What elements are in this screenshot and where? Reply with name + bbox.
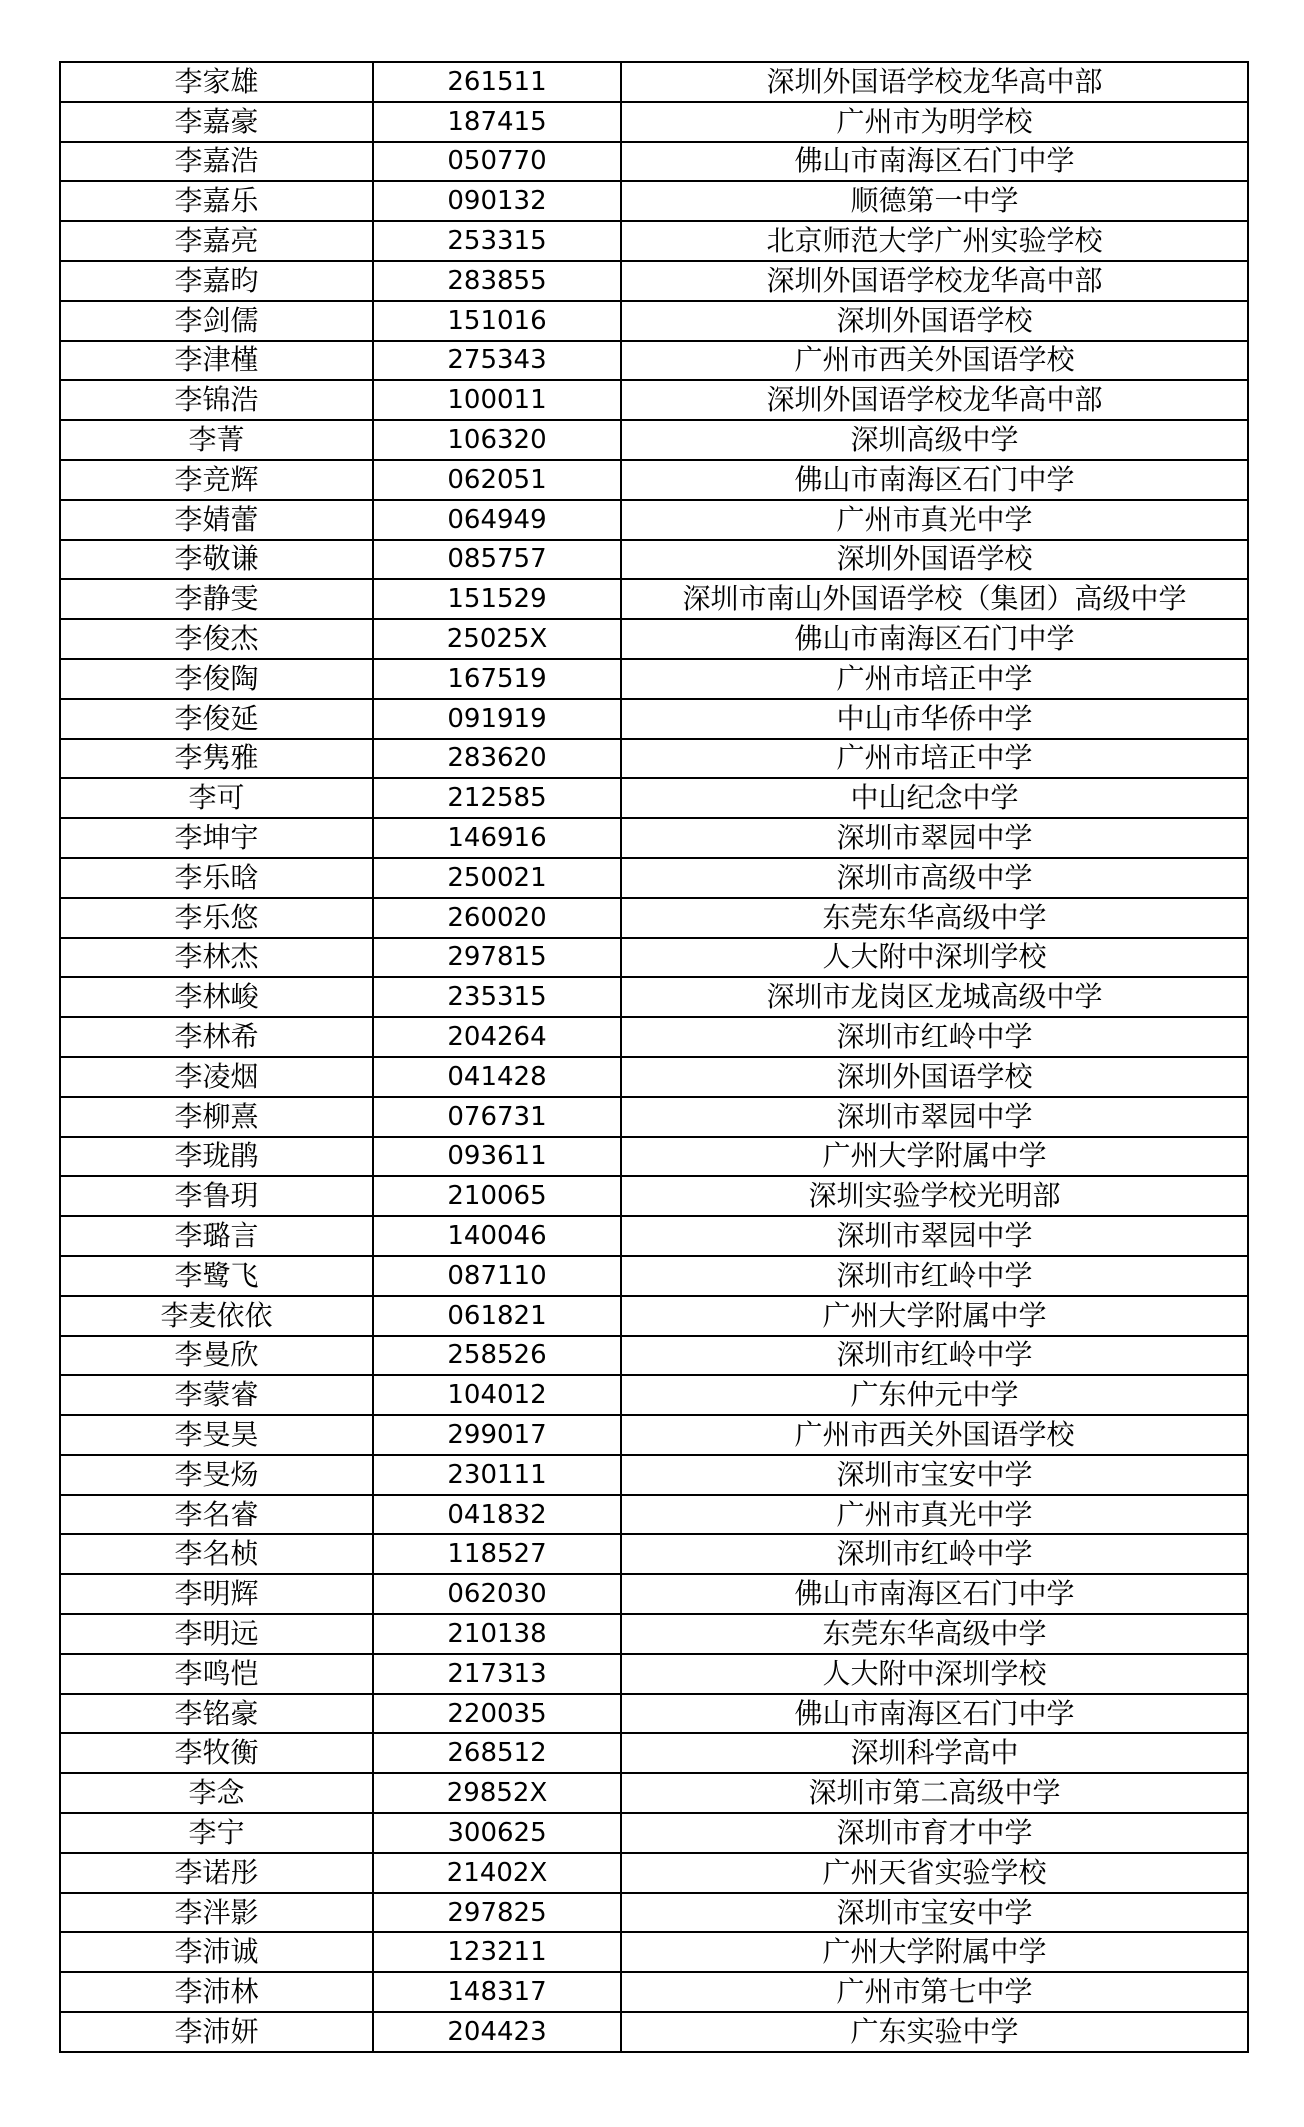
- student-id-cell: 050770: [373, 142, 621, 182]
- school-name-cell: 深圳市高级中学: [621, 858, 1248, 898]
- school-name-cell: 广州市第七中学: [621, 1972, 1248, 2012]
- student-name-cell: 李蒙睿: [60, 1375, 373, 1415]
- table-row: [60, 1972, 1248, 2012]
- student-id-cell: 204423: [373, 2012, 621, 2052]
- student-name-cell: 李俊陶: [60, 659, 373, 699]
- student-name-cell: 李隽雅: [60, 739, 373, 779]
- student-id-cell: 062051: [373, 460, 621, 500]
- student-id-cell: 100011: [373, 380, 621, 420]
- student-name-cell: 李念: [60, 1773, 373, 1813]
- student-id-cell: 235315: [373, 977, 621, 1017]
- school-name-cell: 深圳市红岭中学: [621, 1017, 1248, 1057]
- student-name-cell: 李剑儒: [60, 301, 373, 341]
- student-id-cell: 260020: [373, 898, 621, 938]
- school-name-cell: 深圳市翠园中学: [621, 1097, 1248, 1137]
- student-id-cell: 258526: [373, 1336, 621, 1376]
- school-name-cell: 广州大学附属中学: [621, 1296, 1248, 1336]
- student-id-cell: 151016: [373, 301, 621, 341]
- table-row: [60, 181, 1248, 221]
- table-row: [60, 142, 1248, 182]
- student-name-cell: 李林希: [60, 1017, 373, 1057]
- table-row: [60, 818, 1248, 858]
- school-name-cell: 广州天省实验学校: [621, 1853, 1248, 1893]
- student-id-cell: 210065: [373, 1176, 621, 1216]
- table-row: [60, 1614, 1248, 1654]
- student-name-cell: 李宁: [60, 1813, 373, 1853]
- student-name-cell: 李坤宇: [60, 818, 373, 858]
- table-row: [60, 1336, 1248, 1376]
- table-row: [60, 102, 1248, 142]
- table-row: [60, 1495, 1248, 1535]
- table-row: [60, 500, 1248, 540]
- school-name-cell: 深圳外国语学校龙华高中部: [621, 380, 1248, 420]
- table-row: [60, 1853, 1248, 1893]
- student-id-cell: 064949: [373, 500, 621, 540]
- student-name-cell: 李沛林: [60, 1972, 373, 2012]
- table-row: [60, 1017, 1248, 1057]
- roster-body: [60, 62, 1248, 2052]
- school-name-cell: 深圳市红岭中学: [621, 1256, 1248, 1296]
- student-id-cell: 151529: [373, 579, 621, 619]
- school-name-cell: 顺德第一中学: [621, 181, 1248, 221]
- student-id-cell: 299017: [373, 1415, 621, 1455]
- student-name-cell: 李婧蕾: [60, 500, 373, 540]
- school-name-cell: 人大附中深圳学校: [621, 1654, 1248, 1694]
- student-name-cell: 李鹭飞: [60, 1256, 373, 1296]
- school-name-cell: 佛山市南海区石门中学: [621, 460, 1248, 500]
- student-id-cell: 268512: [373, 1733, 621, 1773]
- school-name-cell: 佛山市南海区石门中学: [621, 142, 1248, 182]
- school-name-cell: 广州市真光中学: [621, 500, 1248, 540]
- school-name-cell: 广州大学附属中学: [621, 1137, 1248, 1177]
- student-name-cell: 李鲁玥: [60, 1176, 373, 1216]
- student-name-cell: 李菁: [60, 420, 373, 460]
- student-name-cell: 李名桢: [60, 1534, 373, 1574]
- student-name-cell: 李鸣恺: [60, 1654, 373, 1694]
- student-id-cell: 123211: [373, 1932, 621, 1972]
- school-name-cell: 广东仲元中学: [621, 1375, 1248, 1415]
- table-row: [60, 301, 1248, 341]
- school-name-cell: 广州大学附属中学: [621, 1932, 1248, 1972]
- student-id-cell: 104012: [373, 1375, 621, 1415]
- table-row: [60, 1415, 1248, 1455]
- student-name-cell: 李沛妍: [60, 2012, 373, 2052]
- school-name-cell: 深圳外国语学校: [621, 1057, 1248, 1097]
- student-id-cell: 21402X: [373, 1853, 621, 1893]
- student-id-cell: 187415: [373, 102, 621, 142]
- school-name-cell: 深圳市宝安中学: [621, 1893, 1248, 1933]
- student-name-cell: 李泮影: [60, 1893, 373, 1933]
- school-name-cell: 深圳市红岭中学: [621, 1336, 1248, 1376]
- school-name-cell: 佛山市南海区石门中学: [621, 619, 1248, 659]
- student-name-cell: 李嘉亮: [60, 221, 373, 261]
- school-name-cell: 广州市真光中学: [621, 1495, 1248, 1535]
- student-id-cell: 283855: [373, 261, 621, 301]
- student-name-cell: 李曼欣: [60, 1336, 373, 1376]
- table-row: [60, 739, 1248, 779]
- student-id-cell: 253315: [373, 221, 621, 261]
- school-name-cell: 深圳市第二高级中学: [621, 1773, 1248, 1813]
- table-row: [60, 1733, 1248, 1773]
- school-name-cell: 深圳外国语学校: [621, 301, 1248, 341]
- student-name-cell: 李乐晗: [60, 858, 373, 898]
- table-row: [60, 1773, 1248, 1813]
- student-name-cell: 李静雯: [60, 579, 373, 619]
- student-id-cell: 212585: [373, 778, 621, 818]
- student-name-cell: 李乐悠: [60, 898, 373, 938]
- school-name-cell: 东莞东华高级中学: [621, 898, 1248, 938]
- student-name-cell: 李嘉豪: [60, 102, 373, 142]
- table-row: [60, 858, 1248, 898]
- student-name-cell: 李沛诚: [60, 1932, 373, 1972]
- student-name-cell: 李锦浩: [60, 380, 373, 420]
- school-name-cell: 广州市西关外国语学校: [621, 1415, 1248, 1455]
- table-row: [60, 1893, 1248, 1933]
- school-name-cell: 深圳外国语学校: [621, 540, 1248, 580]
- student-id-cell: 300625: [373, 1813, 621, 1853]
- table-row: [60, 699, 1248, 739]
- student-id-cell: 041832: [373, 1495, 621, 1535]
- school-name-cell: 深圳实验学校光明部: [621, 1176, 1248, 1216]
- student-name-cell: 李敬谦: [60, 540, 373, 580]
- student-name-cell: 李嘉浩: [60, 142, 373, 182]
- student-name-cell: 李旻炀: [60, 1455, 373, 1495]
- table-row: [60, 62, 1248, 102]
- student-name-cell: 李铭豪: [60, 1694, 373, 1734]
- student-id-cell: 140046: [373, 1216, 621, 1256]
- student-name-cell: 李珑鹃: [60, 1137, 373, 1177]
- table-row: [60, 1654, 1248, 1694]
- school-name-cell: 深圳市红岭中学: [621, 1534, 1248, 1574]
- table-row: [60, 1296, 1248, 1336]
- table-row: [60, 261, 1248, 301]
- student-id-cell: 261511: [373, 62, 621, 102]
- student-id-cell: 283620: [373, 739, 621, 779]
- student-id-cell: 076731: [373, 1097, 621, 1137]
- school-name-cell: 广州市为明学校: [621, 102, 1248, 142]
- student-name-cell: 李津槿: [60, 341, 373, 381]
- school-name-cell: 中山纪念中学: [621, 778, 1248, 818]
- student-name-cell: 李家雄: [60, 62, 373, 102]
- student-name-cell: 李林峻: [60, 977, 373, 1017]
- table-row: [60, 341, 1248, 381]
- student-id-cell: 061821: [373, 1296, 621, 1336]
- table-row: [60, 619, 1248, 659]
- table-row: [60, 898, 1248, 938]
- student-name-cell: 李诺彤: [60, 1853, 373, 1893]
- student-id-cell: 148317: [373, 1972, 621, 2012]
- table-row: [60, 221, 1248, 261]
- student-name-cell: 李嘉昀: [60, 261, 373, 301]
- student-name-cell: 李牧衡: [60, 1733, 373, 1773]
- school-name-cell: 深圳市宝安中学: [621, 1455, 1248, 1495]
- table-row: [60, 659, 1248, 699]
- student-name-cell: 李林杰: [60, 938, 373, 978]
- table-row: [60, 1375, 1248, 1415]
- school-name-cell: 深圳外国语学校龙华高中部: [621, 62, 1248, 102]
- table-row: [60, 778, 1248, 818]
- table-row: [60, 1256, 1248, 1296]
- school-name-cell: 深圳市翠园中学: [621, 1216, 1248, 1256]
- table-row: [60, 1694, 1248, 1734]
- student-id-cell: 210138: [373, 1614, 621, 1654]
- school-name-cell: 深圳市翠园中学: [621, 818, 1248, 858]
- school-name-cell: 中山市华侨中学: [621, 699, 1248, 739]
- student-name-cell: 李凌烟: [60, 1057, 373, 1097]
- table-row: [60, 2012, 1248, 2052]
- school-name-cell: 深圳市龙岗区龙城高级中学: [621, 977, 1248, 1017]
- school-name-cell: 深圳市南山外国语学校（集团）高级中学: [621, 579, 1248, 619]
- student-id-cell: 106320: [373, 420, 621, 460]
- student-id-cell: 275343: [373, 341, 621, 381]
- table-row: [60, 1455, 1248, 1495]
- student-id-cell: 220035: [373, 1694, 621, 1734]
- student-id-cell: 091919: [373, 699, 621, 739]
- student-id-cell: 250021: [373, 858, 621, 898]
- table-row: [60, 460, 1248, 500]
- school-name-cell: 广州市西关外国语学校: [621, 341, 1248, 381]
- student-id-cell: 25025X: [373, 619, 621, 659]
- school-name-cell: 深圳市育才中学: [621, 1813, 1248, 1853]
- student-id-cell: 085757: [373, 540, 621, 580]
- student-id-cell: 146916: [373, 818, 621, 858]
- student-name-cell: 李名睿: [60, 1495, 373, 1535]
- student-name-cell: 李竞辉: [60, 460, 373, 500]
- school-name-cell: 深圳外国语学校龙华高中部: [621, 261, 1248, 301]
- student-name-cell: 李旻昊: [60, 1415, 373, 1455]
- table-row: [60, 1813, 1248, 1853]
- student-id-cell: 217313: [373, 1654, 621, 1694]
- student-id-cell: 118527: [373, 1534, 621, 1574]
- student-id-cell: 167519: [373, 659, 621, 699]
- table-row: [60, 420, 1248, 460]
- student-name-cell: 李嘉乐: [60, 181, 373, 221]
- student-id-cell: 230111: [373, 1455, 621, 1495]
- student-name-cell: 李璐言: [60, 1216, 373, 1256]
- table-row: [60, 1097, 1248, 1137]
- table-row: [60, 1057, 1248, 1097]
- table-row: [60, 938, 1248, 978]
- school-name-cell: 北京师范大学广州实验学校: [621, 221, 1248, 261]
- student-id-cell: 041428: [373, 1057, 621, 1097]
- student-name-cell: 李明远: [60, 1614, 373, 1654]
- student-name-cell: 李明辉: [60, 1574, 373, 1614]
- school-name-cell: 佛山市南海区石门中学: [621, 1694, 1248, 1734]
- table-row: [60, 1137, 1248, 1177]
- student-id-cell: 090132: [373, 181, 621, 221]
- table-row: [60, 977, 1248, 1017]
- table-row: [60, 380, 1248, 420]
- table-row: [60, 1216, 1248, 1256]
- table-row: [60, 1574, 1248, 1614]
- student-id-cell: 062030: [373, 1574, 621, 1614]
- student-id-cell: 29852X: [373, 1773, 621, 1813]
- student-name-cell: 李麦依依: [60, 1296, 373, 1336]
- student-name-cell: 李柳熹: [60, 1097, 373, 1137]
- table-row: [60, 540, 1248, 580]
- school-name-cell: 人大附中深圳学校: [621, 938, 1248, 978]
- table-row: [60, 579, 1248, 619]
- student-name-cell: 李俊延: [60, 699, 373, 739]
- school-name-cell: 佛山市南海区石门中学: [621, 1574, 1248, 1614]
- school-name-cell: 东莞东华高级中学: [621, 1614, 1248, 1654]
- student-id-cell: 297825: [373, 1893, 621, 1933]
- table-row: [60, 1176, 1248, 1216]
- student-id-cell: 093611: [373, 1137, 621, 1177]
- student-roster-table: [59, 61, 1249, 2053]
- student-id-cell: 204264: [373, 1017, 621, 1057]
- school-name-cell: 广州市培正中学: [621, 659, 1248, 699]
- school-name-cell: 深圳科学高中: [621, 1733, 1248, 1773]
- student-name-cell: 李俊杰: [60, 619, 373, 659]
- table-row: [60, 1932, 1248, 1972]
- school-name-cell: 深圳高级中学: [621, 420, 1248, 460]
- table-row: [60, 1534, 1248, 1574]
- student-id-cell: 087110: [373, 1256, 621, 1296]
- school-name-cell: 广州市培正中学: [621, 739, 1248, 779]
- school-name-cell: 广东实验中学: [621, 2012, 1248, 2052]
- student-name-cell: 李可: [60, 778, 373, 818]
- student-id-cell: 297815: [373, 938, 621, 978]
